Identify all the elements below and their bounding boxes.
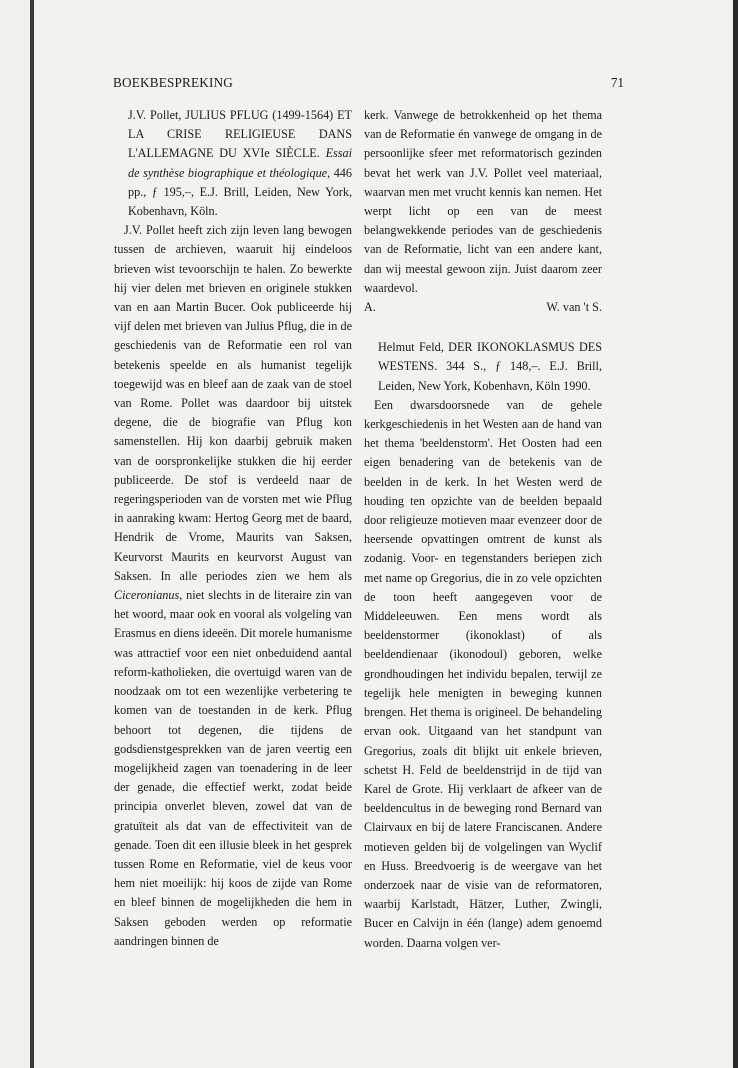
right-column (364, 106, 602, 953)
section-title: BOEKBESPREKING (113, 75, 234, 90)
signature-name: W. van 't S. (546, 300, 602, 315)
review1-bibliography (114, 106, 352, 221)
review1-bib-text: J.V. Pollet, JULIUS PFLUG (1499-1564) ET LA CRISE RELIGIEUSE DANS L'ALLEMAGNE DU XVIe SIÈCLE. (128, 108, 352, 161)
review1-body-italic: Ciceronianus (114, 588, 180, 603)
signature-initial: A. (364, 300, 376, 315)
review1-signature (364, 298, 602, 317)
review2-body: Een dwarsdoorsnede van de gehele kerkgeschiedenis in het Westen aan de hand van het thema 'beeldenstorm'. Het Oosten had een eigen benadering van de betekenis van de beelden in de kerk. In het Westen werd de houding ten opzichte van de beelden bepaald door religieuze motieven maar evenzeer door de heersende opvattingen omtrent de kunst als zodanig. Voor- en tegenstanders beriepen zich met name op Gregorius, die in zo vele opzichten de toon heeft aangegeven voor de Middeleeuwen. Een mens wordt als beeldenstormer (ikonoklast) of als beeldendienaar (ikonodoul) geboren, welke grondhoudingen het individu bepalen, terwijl ze tegelijk hele menigten in beweging kunnen brengen. Het thema is origineel. De behandeling ervan ook. Uitgaand van het standpunt van Gregorius, zoals dit blijkt uit enkele brieven, schetst H. Feld de beeldenstrijd in de tijd van Karel de Grote. Hij verklaart de afkeer van de beeldencultus in de beweging rond Bernard van Clairvaux en bij de latere Franciscanen. Andere motieven gelden bij de volgelingen van Wyclif en Huss. Breedvoerig is de weergave van het onderzoek naar de visie van de reformatoren, waarbij Karlstadt, Hätzer, Luther, Zwingli, Bucer en Calvijn in één (lange) adem genoemd worden. Daarna volgen ver- (364, 397, 602, 950)
review1-body-continued: kerk. Vanwege de betrokkenheid op het thema van de Reformatie én vanwege de omgang in de persoonlijke sfeer met reformatorisch gezinden bevat het werk van J.V. Pollet veel materiaal, waarvan men met vrucht kennis kan nemen. Het werpt licht op een van de meest belangwekkende periodes van de geschiedenis van de Reformatie, licht van een andere kant, dan wij meestal gewoon zijn. Juist daarom zeer waardevol. (364, 108, 602, 295)
review-separator (364, 317, 602, 338)
scan-right-edge (733, 0, 738, 1068)
page-number: 71 (610, 75, 624, 90)
review2-bibliography: Helmut Feld, DER IKONOKLASMUS DES WESTENS. 344 S., ƒ 148,–. E.J. Brill, Leiden, New York, Kobenhavn, Köln 1990. (378, 340, 602, 393)
review1-subtitle: Essai de synthèse biographique et théologique (128, 146, 352, 180)
left-column (114, 106, 352, 951)
review1-body-part1: J.V. Pollet heeft zich zijn leven lang bewogen tussen de archieven, waaruit hij eindeloos brieven wist tevoorschijn te halen. Zo bewerkte hij vier delen met brieven en originele stukken van en aan Martin Bucer. Ook publiceerde hij vijf delen met brieven van Julius Pflug, die in de geschiedenis van de Reformatie een rol van betekenis speelde en als humanist tegelijk toegewijd was en bleef aan de zaak van de stoel van Rome. Pollet was daardoor bij uitstek degene, die de biografie van Pflug kon samenstellen. Hij kon daarbij gebruik maken van de oorspronkelijke stukken die hij eerder publiceerde. De stof is verdeeld naar de regeringsperioden van de vorsten met wie Pflug in aanraking kwam: Hertog Georg met de baard, Hendrik de Vrome, Maurits van Saksen, Keurvorst Maurits en keurvorst August van Saksen. In alle periodes zien we hem als (114, 223, 352, 583)
review1-bib-details: , 446 pp., ƒ 195,–, E.J. Brill, Leiden, New York, Kobenhavn, Köln. (128, 165, 352, 219)
review1-body (114, 221, 352, 951)
review1-body-part2: , niet slechts in de literaire zin van het woord, maar ook en vooral als volgeling van Erasmus en diens ideeën. Dit morele humanisme was attractief voor een niet onbeduidend aantal reform-katholieken, die overtuigd waren van de noodzaak om tot een wezenlijke verbetering te komen van de toestanden in de kerk. Pflug behoort tot degenen, die tijdens de godsdienstgesprekken van de jaren veertig een mogelijkheid zagen van toenadering in de leer der genade, die effectief werkt, zodat beide principia onverlet bleven, zowel dat van de gratuïteit als dat van de effectiviteit van de genade. Toen dit een illusie bleek in het gesprek tussen Rome en Reformatie, viel de keus voor hem niet moeilijk: hij koos de zijde van Rome en bleef binnen de mogelijkheden die hem in Saksen geboden werden op reformatie aandringen binnen de (114, 588, 352, 948)
